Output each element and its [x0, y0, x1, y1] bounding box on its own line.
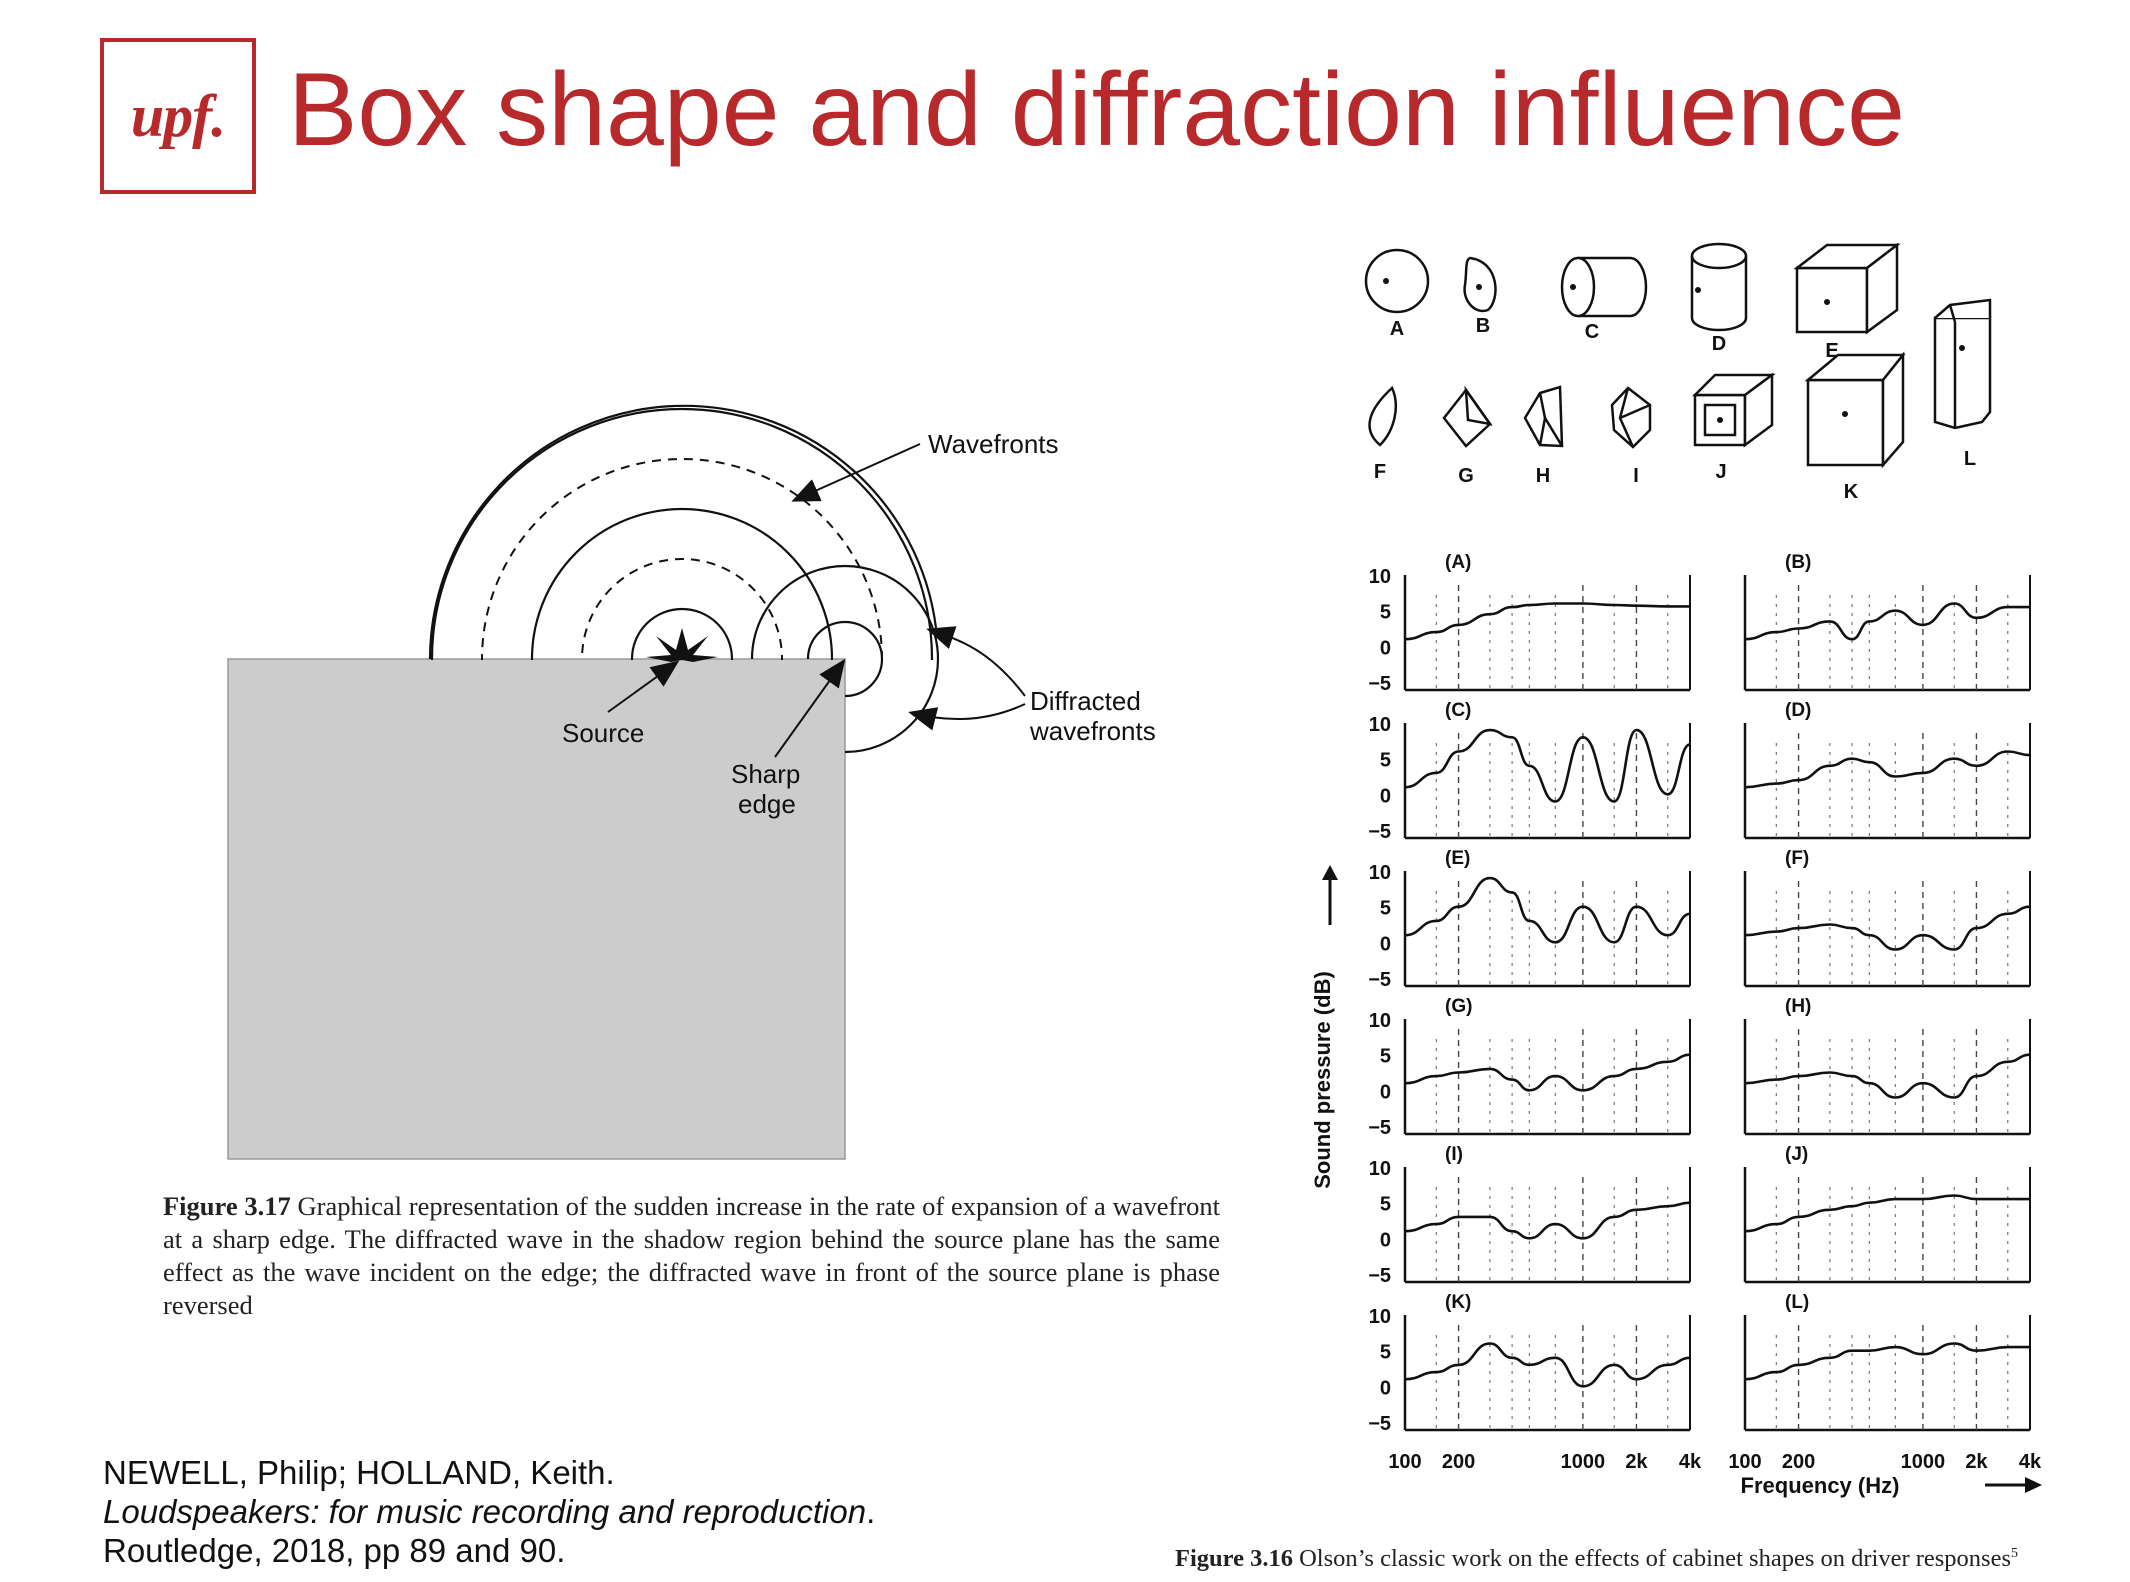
x-tick-label: 200	[1781, 1451, 1816, 1473]
baffle-box	[228, 659, 845, 1159]
shape-label-h: H	[1535, 465, 1551, 487]
shape-label-f: F	[1373, 461, 1387, 483]
reference-authors: NEWELL, Philip; HOLLAND, Keith.	[103, 1454, 615, 1491]
y-tick-label: −5	[1368, 821, 1391, 843]
shape-a-sphere	[1366, 250, 1428, 312]
y-tick-label: 5	[1379, 1045, 1391, 1068]
response-panel-i	[1368, 1144, 1690, 1287]
shape-l-tall-box	[1935, 300, 1990, 428]
figure-317-label: Figure 3.17	[163, 1191, 291, 1221]
shape-label-k: K	[1843, 481, 1859, 503]
response-panel-a	[1368, 552, 1690, 695]
y-tick-label: −5	[1368, 969, 1391, 991]
figure-316-caption	[1175, 1537, 2018, 1575]
y-tick-label: 10	[1368, 566, 1391, 588]
y-tick-label: 5	[1379, 601, 1391, 624]
figure-316-text: Olson’s classic work on the effects of cabinet shapes on driver responses	[1299, 1545, 2011, 1573]
panel-label: (K)	[1445, 1292, 1472, 1313]
response-curve	[1405, 604, 1690, 640]
figure-316-label: Figure 3.16	[1175, 1545, 1293, 1573]
panel-label: (B)	[1785, 552, 1812, 573]
shape-label-c: C	[1584, 321, 1600, 343]
x-tick-label: 100	[1388, 1451, 1422, 1473]
response-curve	[1745, 907, 2030, 950]
y-axis-title: Sound pressure (dB)	[1310, 971, 1335, 1189]
shape-label-j: J	[1715, 461, 1727, 483]
response-panel-j	[1745, 1144, 2030, 1282]
response-curve	[1745, 604, 2030, 640]
shape-label-e: E	[1825, 340, 1839, 362]
shape-j	[1695, 375, 1772, 445]
shape-label-i: I	[1633, 465, 1639, 487]
panel-label: (G)	[1445, 996, 1473, 1017]
x-axis-arrowhead	[2025, 1477, 2042, 1493]
x-tick-label: 100	[1728, 1451, 1762, 1473]
shape-label-l: L	[1963, 448, 1977, 470]
shape-label-g: G	[1458, 465, 1474, 487]
response-panel-b	[1745, 552, 2030, 690]
y-tick-label: 0	[1379, 1229, 1391, 1252]
response-panel-e	[1368, 848, 1690, 991]
logo-text: upf.	[130, 82, 226, 149]
panel-label: (H)	[1785, 996, 1812, 1017]
panel-label: (F)	[1785, 848, 1810, 869]
x-axis-title: Frequency (Hz)	[1740, 1473, 1900, 1498]
x-tick-label: 1000	[1900, 1451, 1946, 1473]
response-panel-d	[1745, 700, 2030, 838]
response-panel-h	[1745, 996, 2030, 1134]
response-curve	[1745, 1196, 2030, 1232]
shape-label-b: B	[1475, 315, 1491, 337]
panel-label: (E)	[1445, 848, 1471, 869]
y-tick-label: −5	[1368, 1413, 1391, 1435]
y-tick-label: 10	[1368, 1158, 1391, 1180]
source-star	[646, 628, 718, 662]
response-curve	[1745, 1055, 2030, 1098]
shape-i	[1612, 388, 1650, 447]
response-curve	[1405, 878, 1690, 942]
y-tick-label: 5	[1379, 749, 1391, 772]
reference	[103, 1453, 875, 1570]
y-tick-label: 10	[1368, 1306, 1391, 1328]
y-axis-arrowhead	[1322, 865, 1338, 880]
x-tick-label: 4k	[2018, 1451, 2042, 1473]
x-tick-label: 2k	[1965, 1451, 1988, 1473]
y-tick-label: 5	[1379, 897, 1391, 920]
y-tick-label: 0	[1379, 1377, 1391, 1400]
label-sharp-1: Sharp	[731, 759, 801, 789]
x-tick-label: 1000	[1560, 1451, 1606, 1473]
y-tick-label: 0	[1379, 933, 1391, 956]
response-curve	[1745, 1344, 2030, 1380]
shape-e-cube	[1797, 245, 1897, 332]
response-curve	[1405, 1203, 1690, 1239]
label-wavefronts: Wavefronts	[928, 429, 1059, 459]
panel-label: (I)	[1445, 1144, 1463, 1165]
panel-label: (L)	[1785, 1292, 1810, 1313]
reference-title: Loudspeakers: for music recording and reproduction	[103, 1493, 867, 1530]
label-diffracted-1: Diffracted	[1030, 686, 1141, 716]
y-tick-label: −5	[1368, 1265, 1391, 1287]
response-chart	[1300, 530, 2080, 1510]
reference-period: .	[866, 1493, 876, 1530]
label-sharp-2: edge	[738, 789, 796, 819]
x-tick-label: 200	[1441, 1451, 1476, 1473]
x-tick-label: 4k	[1678, 1451, 1702, 1473]
reference-publisher: Routledge, 2018, pp 89 and 90.	[103, 1532, 566, 1569]
figure-317-caption	[163, 1190, 1220, 1322]
response-panel-g	[1368, 996, 1690, 1139]
y-tick-label: 10	[1368, 714, 1391, 736]
shape-f	[1370, 388, 1396, 445]
diffraction-diagram	[200, 380, 1200, 1180]
cabinet-shapes	[1350, 230, 2030, 510]
response-curve	[1405, 1344, 1690, 1387]
shape-label-d: D	[1711, 333, 1727, 355]
label-diffracted-2: wavefronts	[1030, 716, 1156, 746]
panel-label: (D)	[1785, 700, 1812, 721]
y-tick-label: 5	[1379, 1341, 1391, 1364]
x-tick-label: 2k	[1625, 1451, 1648, 1473]
response-curve	[1405, 1055, 1690, 1091]
reference-title-line	[103, 1492, 875, 1531]
label-source: Source	[562, 718, 645, 748]
upf-logo	[100, 38, 256, 194]
wavefronts-arrow	[795, 444, 920, 500]
response-panel-c	[1368, 700, 1690, 843]
response-panel-k	[1368, 1292, 1702, 1473]
footnote-marker: 5	[2011, 1546, 2018, 1561]
shape-label-a: A	[1389, 318, 1405, 340]
response-curve	[1745, 752, 2030, 788]
response-curve	[1405, 730, 1690, 801]
panel-label: (C)	[1445, 700, 1472, 721]
figure-317-text: Graphical representation of the sudden increase in the rate of expansion of a wavefront at a sharp edge. The diffracted wave in the shadow region behind the source plane has the same effect as the wave incident on the edge; the diffracted wave in front of the source plane is phase reversed	[163, 1191, 1221, 1320]
response-panel-l	[1728, 1292, 2042, 1473]
y-tick-label: 10	[1368, 1010, 1391, 1032]
y-tick-label: 0	[1379, 1081, 1391, 1104]
response-panel-f	[1745, 848, 2030, 986]
y-tick-label: −5	[1368, 673, 1391, 695]
panel-label: (J)	[1785, 1144, 1809, 1165]
y-tick-label: 0	[1379, 637, 1391, 660]
y-tick-label: 10	[1368, 862, 1391, 884]
wavefront-outer	[430, 406, 936, 659]
y-tick-label: 0	[1379, 785, 1391, 808]
diffracted-arrow-lower	[912, 704, 1025, 719]
diffracted-arrow-upper	[930, 630, 1025, 696]
panel-label: (A)	[1445, 552, 1472, 573]
page-title: Box shape and diffraction influence	[288, 52, 1905, 168]
y-tick-label: −5	[1368, 1117, 1391, 1139]
shape-k-cube	[1808, 355, 1903, 465]
y-tick-label: 5	[1379, 1193, 1391, 1216]
